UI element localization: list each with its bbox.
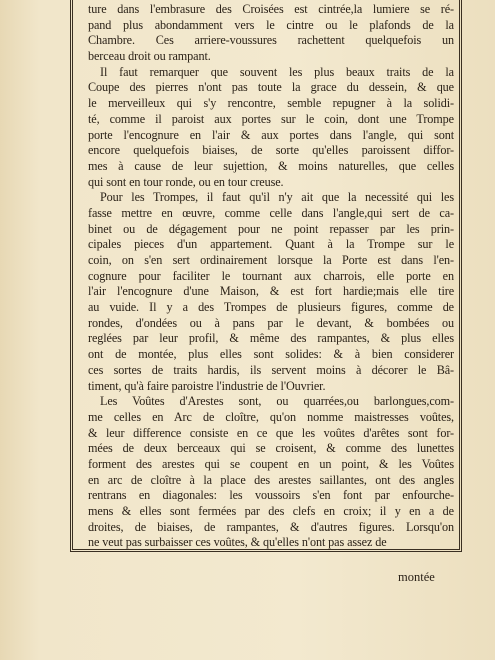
text-line: fasse mettre en œuvre, comme celle dans l'angle,qui sert de ca- bbox=[88, 205, 454, 220]
text-line: au vuide. Il y a des Trompes de plusieurs figures, comme de bbox=[88, 300, 454, 315]
text-line: ces sortes de traits hardis, ils servent moins à décorer le Bâ- bbox=[88, 362, 454, 377]
text-line: forment des arestes qui se coupent en un point, & les Voûtes bbox=[88, 456, 454, 471]
text-line: cognure pour faciliter le tournant aux charrois, elle porte en bbox=[88, 268, 454, 283]
text-line: reglées par leur profil, & même des rampantes, & plus elles bbox=[88, 331, 454, 346]
text-line: Coupe des pierres n'ont pas toute la grace du dessein, & que bbox=[88, 80, 454, 95]
text-line: timent, qu'à faire paroistre l'industrie de l'Ouvrier. bbox=[88, 378, 326, 393]
text-line: mées de deux berceaux qui se croisent, & comme des lunettes bbox=[88, 441, 454, 456]
text-line: té, comme il paroist aux portes sur le coin, dont une Trompe bbox=[88, 111, 454, 126]
text-line: porte l'encognure en l'air & aux portes dans l'angle, qui sont bbox=[88, 127, 454, 142]
text-line: rondes, d'ondées ou à pans par le devant, & bombées ou bbox=[88, 315, 454, 330]
text-line: en arc de cloître à la place des arestes saillantes, ont des angles bbox=[88, 472, 454, 487]
text-line: mes à cause de leur sujettion, & moins naturelles, que celles bbox=[88, 158, 454, 173]
text-line: me celles en Arc de cloître, qu'on nomme maistresses voûtes, bbox=[88, 409, 454, 424]
text-line: Pour les Trompes, il faut qu'il n'y ait que la necessité qui les bbox=[100, 190, 454, 205]
text-line: coin, on s'en sert ordinairement lorsque la Porte est dans l'en- bbox=[88, 253, 454, 267]
text-line: droites, de biaises, de rampantes, & d'autres figures. Lorsqu'on bbox=[88, 519, 454, 534]
text-line: Il faut remarquer que souvent les plus beaux traits de la bbox=[100, 64, 454, 79]
text-line: pand plus abondamment vers le cintre ou le plafonds de la bbox=[88, 17, 454, 32]
text-line: cipales pieces d'un appartement. Quant à la Trompe sur le bbox=[88, 237, 454, 252]
text-line: ne veut pas surbaisser ces voûtes, & qu'elles n'ont pas assez de bbox=[88, 535, 387, 550]
text-line: qui sont en tour ronde, ou en tour creuse. bbox=[88, 174, 284, 189]
text-line: Les Voûtes d'Arestes sont, ou quarrées,ou barlongues,com- bbox=[100, 394, 454, 409]
text-line: & leur difference consiste en ce que les voûtes d'arêtes sont for- bbox=[88, 425, 454, 440]
text-line: mens & elles sont fermées par des clefs en croix; il y en a de bbox=[88, 504, 454, 518]
catchword: montée bbox=[398, 570, 435, 584]
text-line: encore quelquefois biaises, de sorte qu'elles paroissent diffor- bbox=[88, 143, 454, 158]
text-line: binet ou de dégagement pour ne point repasser par les prin- bbox=[88, 221, 454, 236]
text-line: le merveilleux qui s'y rencontre, semble repugner à la solidi- bbox=[88, 96, 454, 111]
text-line: Chambre. Ces arriere-voussures rachettent quelquefois un bbox=[88, 33, 454, 48]
text-line: l'air l'encognure d'une Maison, & est fort hardie;mais elle tire bbox=[88, 284, 454, 299]
text-line: ont de montée, plus elles sont solides: & à bien considerer bbox=[88, 347, 454, 362]
text-line: berceau droit ou rampant. bbox=[88, 49, 211, 64]
text-line: ture dans l'embrasure des Croisées est cintrée,la lumiere se ré- bbox=[88, 2, 454, 16]
body-text bbox=[88, 2, 454, 551]
text-line: rentrans en diagonales: les voussoirs s'en font par enfourche- bbox=[88, 488, 454, 503]
